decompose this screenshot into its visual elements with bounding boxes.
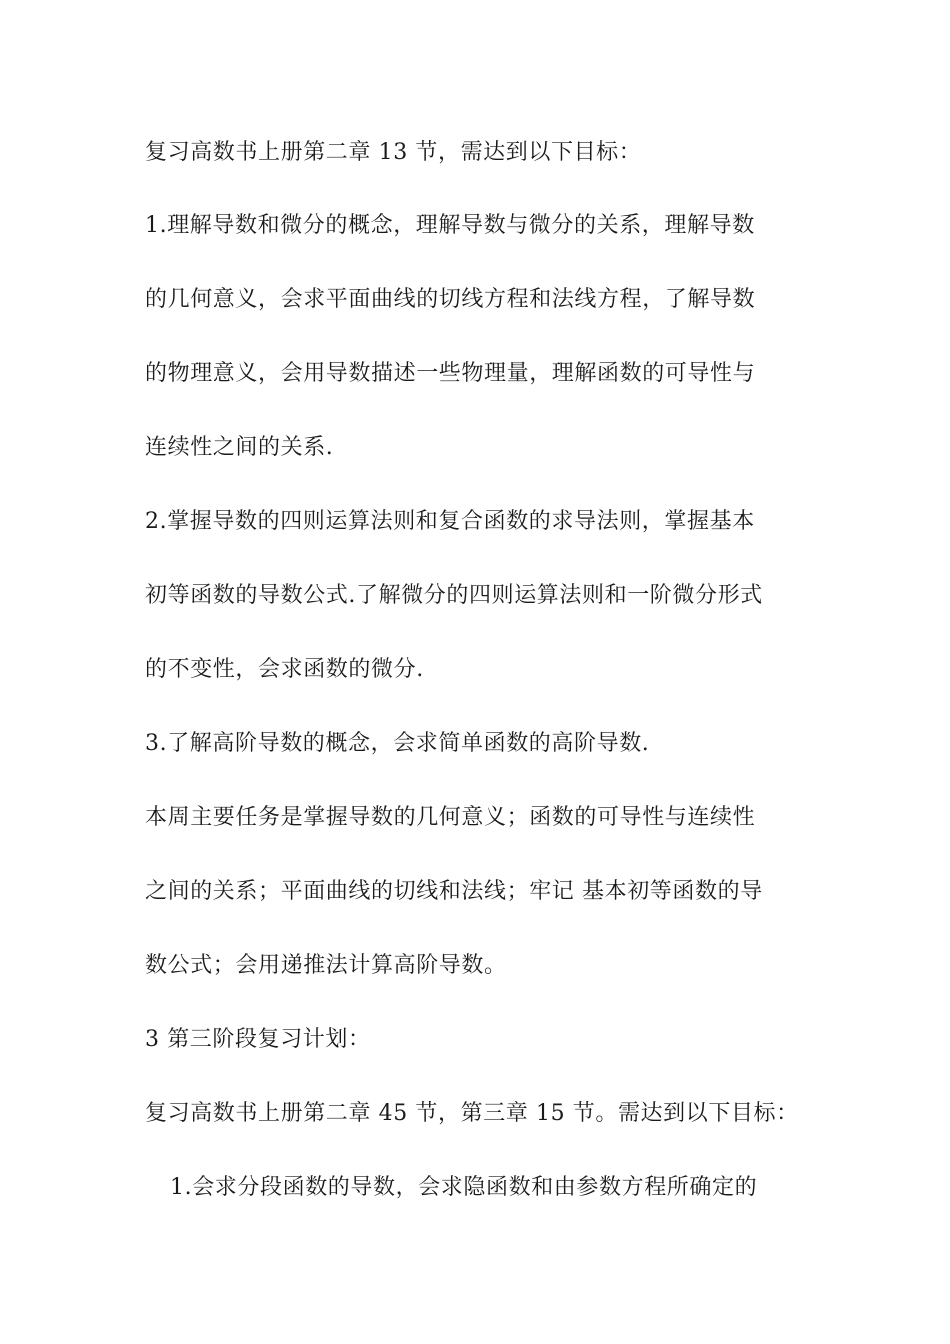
stage-3-heading: 3 第三阶段复习计划： bbox=[145, 1027, 371, 1052]
weekly-task-line-3: 数公式；会用递推法计算高阶导数。 bbox=[145, 953, 507, 978]
weekly-task-line-2: 之间的关系；平面曲线的切线和法线；牢记 基本初等函数的导 bbox=[145, 879, 763, 904]
goal-2-line-2: 初等函数的导数公式.了解微分的四则运算法则和一阶微分形式 bbox=[145, 583, 763, 608]
goal-1-line-4: 连续性之间的关系. bbox=[145, 435, 334, 460]
stage-3-intro-line: 复习高数书上册第二章 45 节，第三章 15 节。需达到以下目标： bbox=[145, 1101, 799, 1126]
goal-1-line-1: 1.理解导数和微分的概念，理解导数与微分的关系，理解导数 bbox=[145, 213, 755, 238]
goal-1-line-3: 的物理意义，会用导数描述一些物理量，理解函数的可导性与 bbox=[145, 361, 756, 386]
goal-2-line-1: 2.掌握导数的四则运算法则和复合函数的求导法则，掌握基本 bbox=[145, 509, 755, 534]
weekly-task-line-1: 本周主要任务是掌握导数的几何意义；函数的可导性与连续性 bbox=[145, 805, 756, 830]
goal-1-line-2: 的几何意义，会求平面曲线的切线方程和法线方程，了解导数 bbox=[145, 287, 756, 312]
paragraph-intro-line: 复习高数书上册第二章 13 节，需达到以下目标： bbox=[145, 140, 642, 165]
stage-3-goal-1-line: 1.会求分段函数的导数，会求隐函数和由参数方程所确定的 bbox=[170, 1175, 758, 1200]
goal-2-line-3: 的不变性，会求函数的微分. bbox=[145, 657, 424, 682]
goal-3-line: 3.了解高阶导数的概念，会求简单函数的高阶导数. bbox=[145, 731, 650, 756]
